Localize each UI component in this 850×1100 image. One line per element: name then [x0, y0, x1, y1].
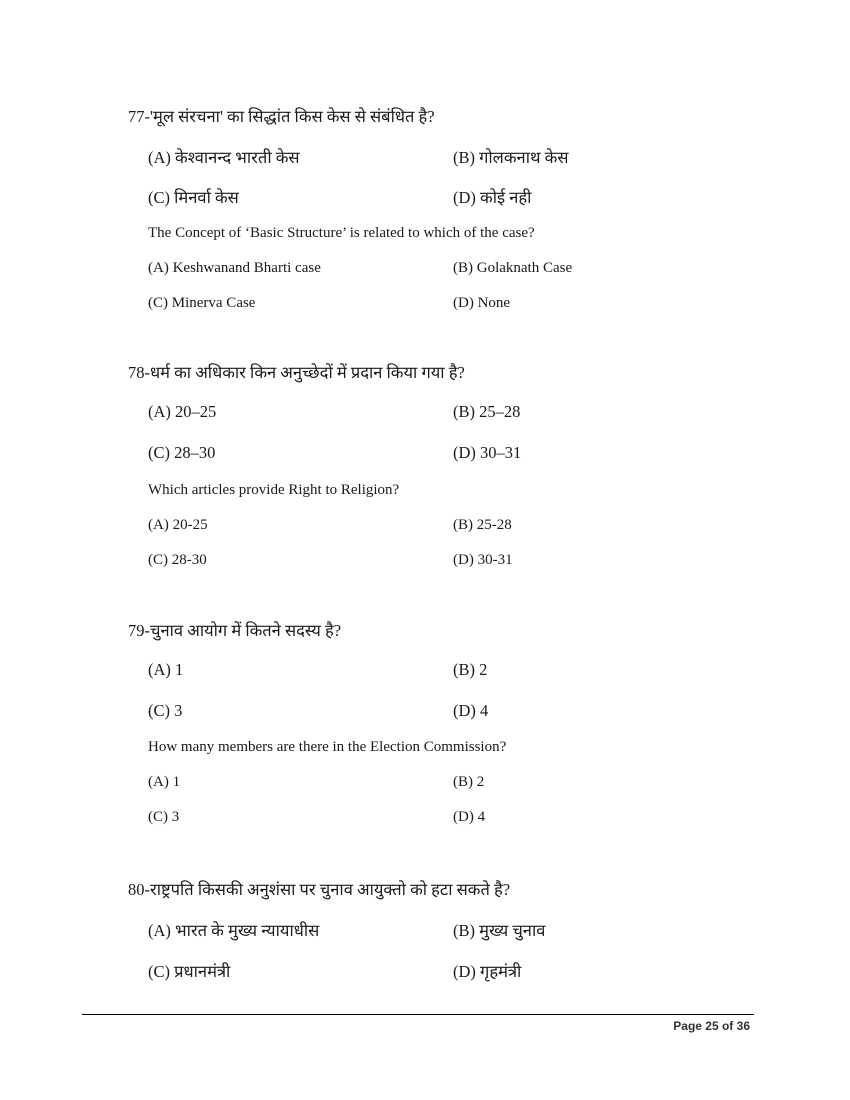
q80-hi-option-a: (A) भारत के मुख्य न्यायाधीस	[148, 921, 320, 940]
page-number: Page 25 of 36	[673, 1019, 750, 1033]
q77-en-option-a: (A) Keshwanand Bharti case	[148, 260, 321, 276]
q79-en-option-b: (B) 2	[453, 774, 485, 790]
q78-hi-option-a: (A) 20–25	[148, 402, 217, 421]
q78-en-option-d: (D) 30-31	[453, 552, 513, 568]
question-78-english: Which articles provide Right to Religion?	[148, 482, 400, 498]
q77-hi-option-b: (B) गोलकनाथ केस	[453, 148, 569, 167]
q77-hi-option-c: (C) मिनर्वा केस	[148, 188, 239, 207]
q79-hi-option-c: (C) 3	[148, 701, 183, 720]
question-77-hindi: 77-'मूल संरचना' का सिद्धांत किस केस से संबंधित है?	[128, 107, 435, 126]
q77-en-option-c: (C) Minerva Case	[148, 295, 256, 311]
q77-en-option-d: (D) None	[453, 295, 511, 311]
q78-en-option-c: (C) 28-30	[148, 552, 207, 568]
question-78-hindi: 78-धर्म का अधिकार किन अनुच्छेदों में प्रदान किया गया है?	[128, 363, 465, 382]
q79-hi-option-b: (B) 2	[453, 660, 488, 679]
q79-en-option-c: (C) 3	[148, 809, 180, 825]
q77-hi-option-d: (D) कोई नही	[453, 188, 532, 207]
q79-hi-option-a: (A) 1	[148, 660, 184, 679]
q78-en-option-a: (A) 20-25	[148, 517, 208, 533]
q79-hi-option-d: (D) 4	[453, 701, 489, 720]
q77-hi-option-a: (A) केश्वानन्द भारती केस	[148, 148, 300, 167]
q78-hi-option-b: (B) 25–28	[453, 402, 521, 421]
q77-en-option-b: (B) Golaknath Case	[453, 260, 573, 276]
question-77-english: The Concept of ‘Basic Structure’ is related to which of the case?	[148, 225, 535, 241]
q79-en-option-a: (A) 1	[148, 774, 181, 790]
q78-hi-option-d: (D) 30–31	[453, 443, 522, 462]
question-79-english: How many members are there in the Election Commission?	[148, 739, 507, 755]
q80-hi-option-d: (D) गृहमंत्री	[453, 962, 522, 981]
q78-en-option-b: (B) 25-28	[453, 517, 512, 533]
question-80-hindi: 80-राष्ट्रपति किसकी अनुशंसा पर चुनाव आयुक्तो को हटा सकते है?	[128, 880, 511, 899]
q78-hi-option-c: (C) 28–30	[148, 443, 216, 462]
footer-rule	[82, 1014, 754, 1015]
q80-hi-option-b: (B) मुख्य चुनाव	[453, 921, 546, 940]
q80-hi-option-c: (C) प्रधानमंत्री	[148, 962, 231, 981]
q79-en-option-d: (D) 4	[453, 809, 486, 825]
question-79-hindi: 79-चुनाव आयोग में कितने सदस्य है?	[128, 621, 342, 640]
